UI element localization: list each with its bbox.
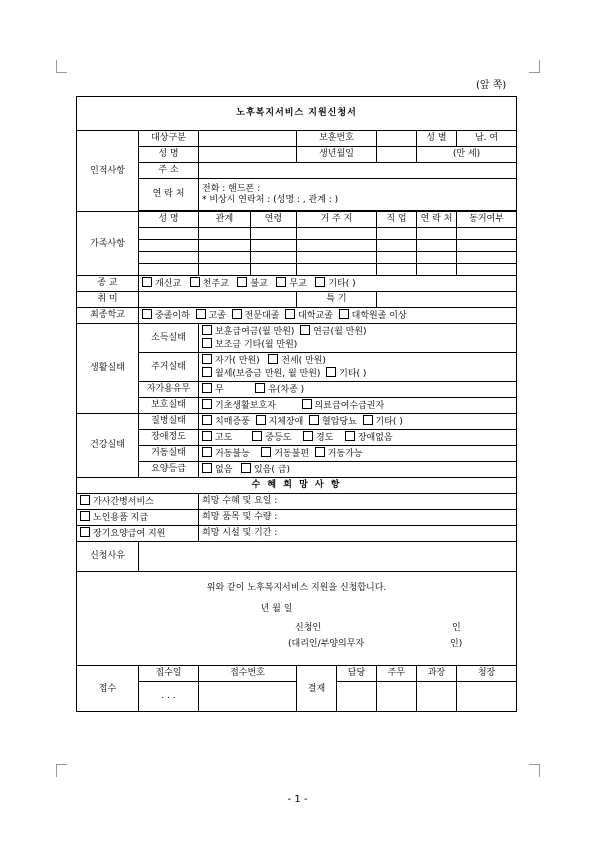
family-col-cohabit: 동거여부 — [457, 212, 517, 228]
name-field[interactable] — [199, 147, 297, 163]
disease-label: 질병실태 — [139, 414, 199, 430]
education-option[interactable]: 대학교졸 — [285, 311, 333, 321]
receipt-no-label: 접수번호 — [199, 666, 297, 682]
protect-options — [199, 398, 517, 414]
housing-option[interactable]: 자가( 만원) — [202, 356, 260, 366]
reason-field[interactable] — [139, 542, 517, 572]
care-grade-options — [199, 462, 517, 478]
disability-option[interactable]: 경도 — [303, 433, 333, 443]
mobility-options — [199, 446, 517, 462]
religion-label: 종 교 — [77, 276, 139, 292]
religion-option[interactable]: 기타( ) — [315, 279, 355, 289]
table-row — [77, 264, 517, 276]
approval-director-field[interactable] — [457, 682, 517, 712]
health-section-label: 건강실태 — [77, 414, 139, 478]
family-col-residence: 거 주 지 — [297, 212, 377, 228]
income-option[interactable]: 연금(월 만원) — [300, 327, 366, 337]
special-label: 특 기 — [297, 292, 377, 308]
approval-staff-field[interactable] — [337, 682, 377, 712]
disease-options — [199, 414, 517, 430]
education-option[interactable]: 대학원졸 이상 — [339, 311, 407, 321]
application-form — [76, 96, 517, 712]
special-field[interactable] — [377, 292, 517, 308]
approval-col-director: 청장 — [457, 666, 517, 682]
disease-option[interactable]: 기타( ) — [363, 417, 403, 427]
disease-option[interactable]: 혈압당뇨 — [309, 417, 357, 427]
disability-options — [199, 430, 517, 446]
approval-manager-field[interactable] — [417, 682, 457, 712]
mobility-option[interactable]: 거동불편 — [261, 449, 309, 459]
housing-options — [199, 353, 517, 382]
income-option[interactable]: 보훈급여금(월 만원) — [202, 327, 294, 337]
proxy-label: (대리인/부양의무자 — [288, 638, 365, 649]
education-option[interactable]: 고졸 — [196, 311, 226, 321]
page-number: - 1 - — [287, 794, 308, 805]
birth-label: 생년월일 — [297, 147, 377, 163]
crop-mark-bottom-left — [56, 764, 67, 777]
name-label: 성 명 — [139, 147, 199, 163]
benefit-option[interactable]: 가사간병서비스 — [77, 494, 199, 510]
benefit-option[interactable]: 노인용품 지급 — [77, 510, 199, 526]
disability-label: 장애정도 — [139, 430, 199, 446]
benefit-detail[interactable]: 희망 품목 및 수량 : — [199, 510, 517, 526]
type-field[interactable] — [199, 131, 297, 147]
reason-label: 신청사유 — [77, 542, 139, 572]
vet-no-field[interactable] — [377, 131, 417, 147]
approval-label: 결재 — [297, 666, 337, 712]
family-col-contact: 연 락 처 — [417, 212, 457, 228]
education-option[interactable]: 전문대졸 — [232, 311, 280, 321]
education-option[interactable]: 중졸이하 — [142, 311, 190, 321]
care-grade-option[interactable]: 없음 — [202, 465, 232, 475]
address-field[interactable] — [199, 163, 517, 179]
approval-chief-field[interactable] — [377, 682, 417, 712]
receipt-no-field[interactable] — [199, 682, 297, 712]
page-side-label: (앞 쪽) — [476, 80, 507, 91]
protect-label: 보호실태 — [139, 398, 199, 414]
mobility-option[interactable]: 거동가능 — [315, 449, 363, 459]
family-col-age: 연령 — [251, 212, 297, 228]
benefit-header: 수 혜 희 망 사 항 — [77, 478, 517, 494]
contact-label: 연 락 처 — [139, 179, 199, 211]
phone-line: 전화 : 핸드폰 : — [202, 183, 261, 194]
religion-option[interactable]: 불교 — [237, 279, 267, 289]
mobility-option[interactable]: 거동불능 — [202, 449, 250, 459]
form-title: 노후복지서비스 지원신청서 — [77, 97, 517, 131]
housing-label: 주거실태 — [139, 353, 199, 382]
housing-option[interactable]: 전세( 만원) — [268, 356, 326, 366]
religion-options — [139, 276, 517, 292]
crop-mark-top-left — [56, 60, 67, 73]
family-col-relation: 관계 — [199, 212, 251, 228]
address-label: 주 소 — [139, 163, 199, 179]
applicant-label: 신청인 — [295, 622, 322, 633]
receipt-date-label: 접수일 — [139, 666, 199, 682]
car-option[interactable]: 무 — [202, 385, 224, 395]
hobby-field[interactable] — [139, 292, 297, 308]
education-options — [139, 308, 517, 324]
table-row — [77, 240, 517, 252]
car-options — [199, 382, 517, 398]
disability-option[interactable]: 중등도 — [252, 433, 291, 443]
living-section-label: 생활실태 — [77, 324, 139, 414]
receipt-label: 접수 — [77, 666, 139, 712]
vet-no-label: 보훈번호 — [297, 131, 377, 147]
declaration-date[interactable]: 년 월 일 — [260, 603, 293, 614]
disease-option[interactable]: 지체장애 — [256, 417, 304, 427]
care-grade-option[interactable]: 있음( 급) — [241, 465, 290, 475]
car-label: 자가용유무 — [139, 382, 199, 398]
housing-option[interactable]: 기타( ) — [326, 369, 366, 379]
approval-col-manager: 과장 — [417, 666, 457, 682]
gender-field[interactable]: 남. 여 — [457, 131, 517, 147]
applicant-seal[interactable]: 인 — [452, 622, 461, 633]
income-label: 소득실태 — [139, 324, 199, 353]
mobility-label: 거동실태 — [139, 446, 199, 462]
gender-label: 성 별 — [417, 131, 457, 147]
disease-option[interactable]: 치매증풍 — [202, 417, 250, 427]
protect-option[interactable]: 기초생활보호자 — [202, 401, 276, 411]
housing-option[interactable]: 월세(보증금 만원, 월 만원) — [202, 369, 320, 379]
family-col-name: 성 명 — [139, 212, 199, 228]
family-section-label: 가족사항 — [77, 212, 139, 276]
benefit-detail[interactable]: 희망 시설 및 기간 : — [199, 526, 517, 542]
crop-mark-top-right — [529, 60, 540, 73]
table-row — [77, 252, 517, 264]
contact-field[interactable] — [199, 179, 517, 211]
crop-mark-bottom-right — [529, 764, 540, 777]
protect-option[interactable]: 의료급여수급권자 — [302, 401, 385, 411]
proxy-seal[interactable]: 인) — [450, 638, 463, 649]
table-row — [77, 228, 517, 240]
age-field[interactable]: (만 세) — [417, 147, 517, 163]
income-options — [199, 324, 517, 353]
type-label: 대상구분 — [139, 131, 199, 147]
hobby-label: 취 미 — [77, 292, 139, 308]
birth-field[interactable] — [377, 147, 417, 163]
declaration-sentence: 위와 같이 노후복지서비스 지원을 신청합니다. — [206, 582, 387, 593]
care-grade-label: 요양등급 — [139, 462, 199, 478]
approval-col-chief: 주무 — [377, 666, 417, 682]
religion-option[interactable]: 개신교 — [142, 279, 181, 289]
receipt-date-field[interactable]: . . . — [139, 682, 199, 712]
benefit-detail[interactable]: 희망 수혜 및 요일 : — [199, 494, 517, 510]
benefit-option[interactable]: 장기요양급여 지원 — [77, 526, 199, 542]
education-label: 최종학교 — [77, 308, 139, 324]
religion-option[interactable]: 천주교 — [190, 279, 229, 289]
disability-option[interactable]: 장애없음 — [345, 433, 393, 443]
family-col-job: 직 업 — [377, 212, 417, 228]
declaration-block — [77, 572, 517, 666]
personal-section-label: 인적사항 — [77, 131, 139, 212]
religion-option[interactable]: 무교 — [276, 279, 306, 289]
disability-option[interactable]: 고도 — [202, 433, 232, 443]
emergency-line: * 비상시 연락처 : (성명 : , 관계 : ) — [202, 194, 339, 205]
approval-col-staff: 담당 — [337, 666, 377, 682]
car-option[interactable]: 유(차종 ) — [255, 385, 304, 395]
income-option[interactable]: 보조금 기타(월 만원) — [202, 340, 297, 350]
